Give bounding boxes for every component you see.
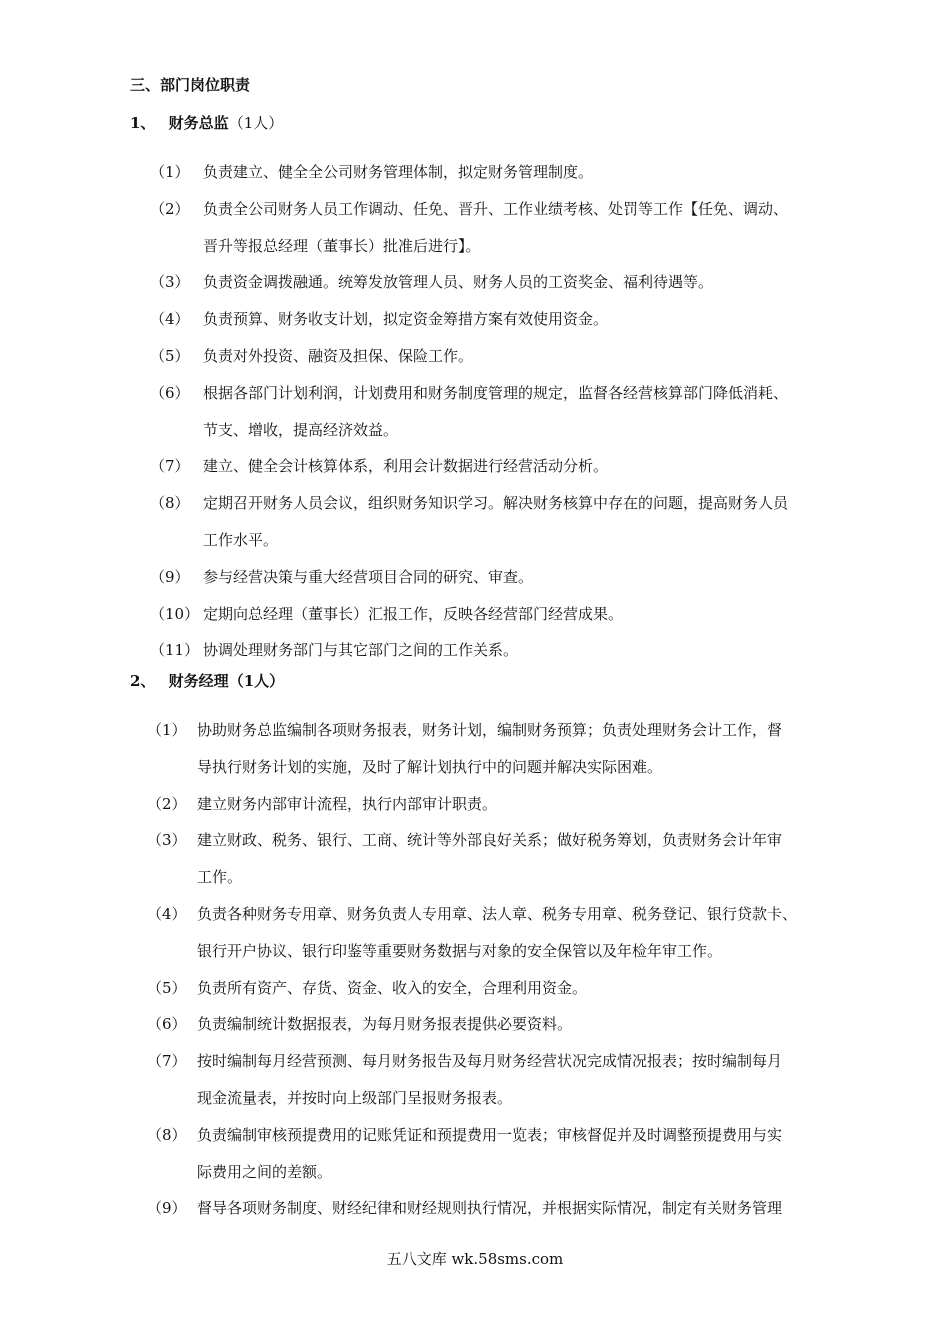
list-item-text: 负责对外投资、融资及担保、保险工作。 [203,347,474,365]
list-item-number: （1） [150,163,190,181]
list-item-text: 负责预算、财务收支计划，拟定资金筹措方案有效使用资金。 [203,310,609,329]
list-item-text: 负责资金调拨融通。统筹发放管理人员、财务人员的工资奖金、福利待遇等。 [203,273,714,292]
list-item-text: 银行开户协议、银行印鉴等重要财务数据与对象的安全保管以及年检年审工作。 [197,941,723,960]
list-item-text: 建立、健全会计核算体系，利用会计数据进行经营活动分析。 [203,457,609,476]
list-item-number: （5） [150,347,190,365]
role-heading-name: 财务总监 [168,114,229,132]
list-item-number: （9） [150,567,190,586]
list-item-text: 负责各种财务专用章、财务负责人专用章、法人章、税务专用章、税务登记、银行贷款卡、 [197,905,798,923]
list-item-number: （11） [150,641,200,660]
list-item-text: 工作。 [197,868,243,887]
list-item-text: 负责全公司财务人员工作调动、任免、晋升、工作业绩考核、处罚等工作【任免、调动、 [203,199,789,218]
list-item-text: 协助财务总监编制各项财务报表，财务计划，编制财务预算；负责处理财务会计工作，督 [197,721,783,739]
list-item-number: （4） [150,310,190,329]
list-item-number: （6） [147,1015,187,1034]
list-item-number: （10） [150,604,200,623]
role-heading-cfo [130,112,283,133]
list-item-text: 负责所有资产、存货、资金、收入的安全，合理利用资金。 [197,978,588,997]
list-item-text: 建立财务内部审计流程，执行内部审计职责。 [197,794,498,813]
role-heading-finance-manager [130,670,284,691]
list-item-text: 督导各项财务制度、财经纪律和财经规则执行情况，并根据实际情况，制定有关财务管理 [197,1199,783,1218]
list-item-text: 协调处理财务部门与其它部门之间的工作关系。 [203,641,519,660]
list-item-text: 建立财政、税务、银行、工商、统计等外部良好关系；做好税务筹划，负责财务会计年审 [197,831,783,850]
list-item-number: （6） [150,383,190,402]
list-item-number: （7） [147,1052,187,1071]
list-item-text: 定期向总经理（董事长）汇报工作，反映各经营部门经营成果。 [203,604,624,623]
list-item-number: （9） [147,1199,187,1218]
list-item-text: 负责建立、健全全公司财务管理体制，拟定财务管理制度。 [203,163,594,181]
list-item-number: （8） [147,1125,187,1144]
list-item-text: 晋升等报总经理（董事长）批准后进行】。 [203,236,481,255]
role-heading-count: （1人） [228,672,285,690]
list-item-number: （8） [150,494,190,513]
role-heading-name: 财务经理 [168,672,229,690]
list-item-text: 现金流量表，并按时向上级部门呈报财务报表。 [197,1088,513,1107]
list-item-number: （3） [150,273,190,292]
list-item-number: （3） [147,831,187,850]
section-title: 三、部门岗位职责 [130,76,251,94]
list-item-number: （2） [147,794,187,813]
list-item-number: （2） [150,199,190,218]
list-item-text: 按时编制每月经营预测、每月财务报告及每月财务经营状况完成情况报表；按时编制每月 [197,1052,783,1071]
list-item-text: 际费用之间的差额。 [197,1162,333,1181]
list-item-text: 节支、增收，提高经济效益。 [203,420,399,439]
list-item-number: （4） [147,905,187,923]
list-item-text: 负责编制统计数据报表，为每月财务报表提供必要资料。 [197,1015,573,1034]
list-item-number: （5） [147,978,187,997]
role-heading-count: （1人） [228,114,284,132]
list-item-text: 负责编制审核预提费用的记账凭证和预提费用一览表；审核督促并及时调整预提费用与实 [197,1125,783,1144]
list-item-text: 根据各部门计划利润，计划费用和财务制度管理的规定，监督各经营核算部门降低消耗、 [203,383,789,402]
list-item-text: 导执行财务计划的实施，及时了解计划执行中的问题并解决实际困难。 [197,757,663,776]
list-item-text: 工作水平。 [203,530,279,549]
list-item-number: （7） [150,457,190,476]
list-item-number: （1） [147,721,187,739]
page-footer: 五八文库 wk.58sms.com [386,1250,564,1268]
role-heading-number: 2、 [130,672,156,690]
list-item-text: 定期召开财务人员会议，组织财务知识学习。解决财务核算中存在的问题，提高财务人员 [203,494,789,513]
role-heading-number: 1、 [130,114,156,132]
list-item-text: 参与经营决策与重大经营项目合同的研究、审查。 [203,567,534,586]
